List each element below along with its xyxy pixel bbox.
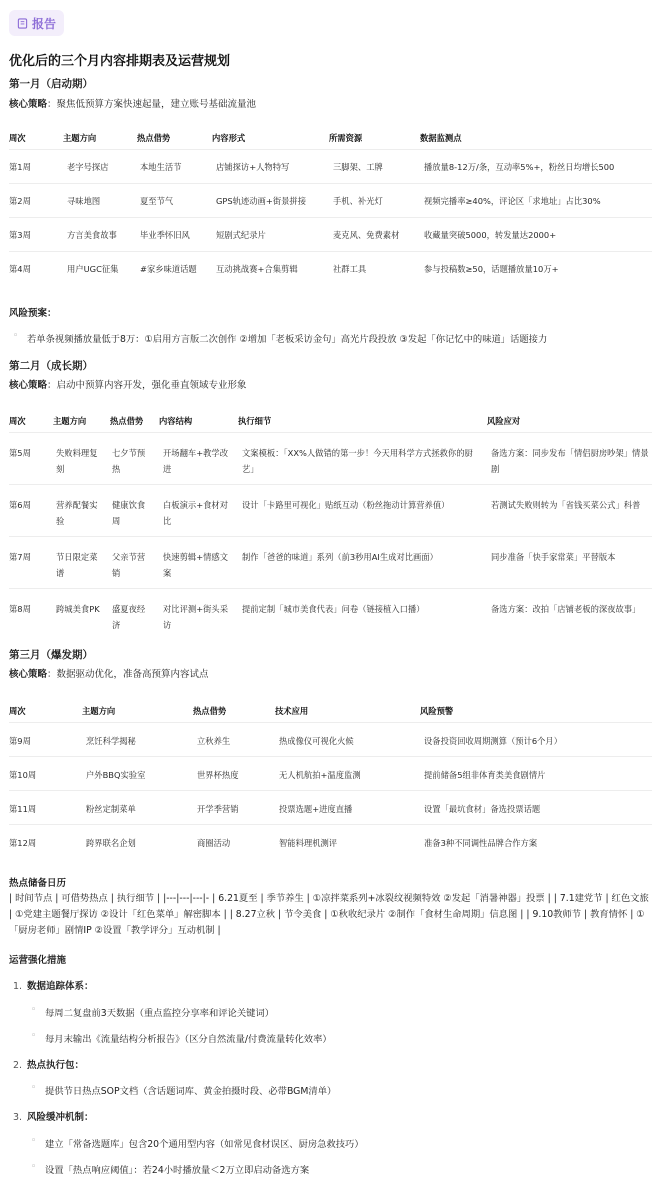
table-cell: 社群工具: [333, 264, 367, 274]
report-tag[interactable]: [9, 10, 64, 36]
table-cell: 第2周: [9, 196, 31, 206]
table-cell: 快速剪辑+情感文案: [163, 552, 229, 578]
table-cell: 无人机航拍+温度监测: [279, 770, 361, 780]
table-row: [9, 252, 652, 286]
ops-bullet-text: 设置「热点响应阈值」：若24小时播放量＜2万立即启动备选方案: [45, 1165, 310, 1176]
month3-strategy-text: ：数据驱动优化，准备高预算内容试点: [47, 669, 209, 680]
table-cell: 第1周: [9, 162, 31, 172]
month1-strategy-label: 核心策略: [9, 99, 48, 110]
ops-title: 运营强化措施: [9, 955, 67, 966]
month2-strategy-label: 核心策略: [9, 380, 48, 391]
table-cell: 第7周: [9, 552, 31, 562]
report-tag-label: 报告: [32, 16, 57, 31]
risk-title: 风险预案：: [9, 308, 57, 319]
table-cell: 营养配餐实验: [56, 500, 98, 526]
table-cell: 提前储备5组非体育类美食剧情片: [424, 770, 546, 780]
ops-bullet-text: 每周二复盘前3天数据（重点监控分享率和评论关键词）: [45, 1008, 275, 1019]
table-cell: 七夕节预热: [112, 448, 146, 474]
table-cell: 设置「最坑食材」备选投票话题: [424, 804, 541, 814]
table-cell: GPS轨迹动画+街景拼接: [216, 196, 307, 206]
table-header-row: [9, 703, 652, 723]
list-item: [31, 1136, 364, 1150]
table-cell: 开场翻车+教学改进: [163, 448, 229, 474]
list-item: [31, 1031, 332, 1045]
table-cell: 健康饮食周: [112, 500, 146, 526]
table-cell: 夏至节气: [140, 196, 174, 206]
month1-strategy-text: ：聚焦低预算方案快速起量，建立账号基础流量池: [47, 99, 257, 110]
header-cell: 风险预警: [420, 706, 454, 716]
ops-item-label: 热点执行包：: [27, 1060, 85, 1071]
hollow-circle-icon: ◦: [31, 1136, 37, 1146]
table-cell: 备选方案：同步发布「情侣厨房吵架」情景剧: [491, 448, 649, 474]
table-row: [9, 485, 652, 537]
table-row: [9, 723, 652, 757]
table-cell: 毕业季怀旧风: [140, 230, 190, 240]
header-cell: 内容形式: [212, 133, 246, 143]
hollow-circle-icon: ◦: [31, 1162, 37, 1172]
table-cell: 同步准备「快手家常菜」平替版本: [491, 552, 616, 562]
month3-strategy: [9, 666, 209, 680]
table-cell: 对比评测+街头采访: [163, 604, 229, 630]
ops-bullet-text: 每月末输出《流量结构分析报告》（区分自然流量/付费流量转化效率）: [45, 1034, 332, 1045]
ops-bullet-text: 建立「常备选题库」包含20个通用型内容（如常见食材误区、厨房急救技巧）: [45, 1139, 364, 1150]
table-row: [9, 433, 652, 485]
header-cell: 主题方向: [53, 416, 87, 426]
table-header-row: [9, 413, 652, 433]
table-cell: 失败料理复刻: [56, 448, 98, 474]
ops-item-data-tracking: [13, 978, 94, 992]
table-cell: 方言美食故事: [67, 230, 117, 240]
table-row: [9, 218, 652, 252]
header-cell: 热点借势: [110, 416, 144, 426]
table-cell: 第3周: [9, 230, 31, 240]
header-cell: 所需资源: [329, 133, 363, 143]
month1-heading: 第一月（启动期）: [9, 78, 93, 90]
table-cell: 父亲节营销: [112, 552, 146, 578]
header-cell: 风险应对: [487, 416, 521, 426]
month2-heading: 第二月（成长期）: [9, 360, 93, 372]
table-cell: 热成像仪可视化火候: [279, 736, 354, 746]
risk-bullet: [13, 331, 548, 345]
ops-bullet-text: 提供节日热点SOP文档（含话题词库、黄金拍摄时段、必带BGM清单）: [45, 1086, 337, 1097]
table-row: [9, 184, 652, 218]
table-cell: 设计「卡路里可视化」贴纸互动（粉丝拖动计算营养值）: [242, 500, 450, 510]
table-cell: 三脚架、工牌: [333, 162, 383, 172]
ops-item-label: 风险缓冲机制：: [27, 1112, 94, 1123]
table-cell: 备选方案：改拍「店铺老板的深夜故事」: [491, 604, 641, 614]
table-cell: 跨城美食PK: [56, 604, 100, 614]
table-cell: 开学季营销: [197, 804, 239, 814]
table-cell: 智能料理机测评: [279, 838, 338, 848]
table-cell: 参与投稿数≥50，话题播放量10万+: [424, 264, 559, 274]
header-cell: 数据监测点: [420, 133, 462, 143]
table-cell: 手机、补光灯: [333, 196, 383, 206]
month2-strategy: [9, 377, 247, 391]
table-cell: 视频完播率≥40%，评论区「求地址」占比30%: [424, 196, 601, 206]
table-cell: 收藏量突破5000，转发量达2000+: [424, 230, 557, 240]
list-number: 1.: [13, 981, 23, 992]
header-cell: 主题方向: [63, 133, 97, 143]
month3-heading: 第三月（爆发期）: [9, 649, 93, 661]
table-cell: 短剧式纪录片: [216, 230, 266, 240]
ops-item-label: 数据追踪体系：: [27, 981, 94, 992]
table-cell: 商圈活动: [197, 838, 231, 848]
table-cell: 跨界联名企划: [86, 838, 136, 848]
table-row: [9, 791, 652, 825]
hollow-circle-icon: ◦: [31, 1031, 37, 1041]
header-cell: 周次: [9, 133, 26, 143]
list-item: [31, 1005, 275, 1019]
table-row: [9, 537, 652, 589]
report-doc-icon: [17, 18, 28, 29]
table-row: [9, 757, 652, 791]
hollow-circle-icon: ◦: [31, 1005, 37, 1015]
calendar-text: | 时间节点 | 可借势热点 | 执行细节 | |---|---|---|- | 6.21夏至 | 季节养生 | ①凉拌菜系列+冰裂纹视频特效 ②发起「消暑神器」投票 | | 7.1建党节 | 红色文旅 | ①党建主题餐厅探访 ②设计「红色菜单」解密脚本 | | 8.27立秋 | 节令美食 | ①秋收纪录片 ②制作「食材生命周期」信息图 | | 9.10教师节 | 教育情怀 | ①「厨房老师」剧情IP ②设置「教学评分」互动机制 |: [9, 893, 649, 936]
table-cell: 准备3种不同调性品牌合作方案: [424, 838, 538, 848]
table-cell: 老字号探店: [67, 162, 109, 172]
header-cell: 周次: [9, 416, 26, 426]
table-row: [9, 825, 652, 859]
table-cell: 户外BBQ实验室: [86, 770, 146, 780]
table-cell: 第5周: [9, 448, 31, 458]
table-cell: 第9周: [9, 736, 31, 746]
table-cell: 第4周: [9, 264, 31, 274]
table-cell: 第12周: [9, 838, 37, 848]
calendar-title: 热点储备日历: [9, 878, 67, 889]
list-number: 3.: [13, 1112, 23, 1123]
header-cell: 执行细节: [238, 416, 272, 426]
header-cell: 热点借势: [193, 706, 227, 716]
table-cell: 用户UGC征集: [67, 264, 119, 274]
table-cell: 世界杯热度: [197, 770, 239, 780]
list-item: [31, 1083, 337, 1097]
table-cell: 第11周: [9, 804, 37, 814]
table-cell: 播放量8-12万/条，互动率5%+，粉丝日均增长500: [424, 162, 615, 172]
page-title: 优化后的三个月内容排期表及运营规划: [9, 54, 231, 69]
header-cell: 主题方向: [82, 706, 116, 716]
month3-strategy-label: 核心策略: [9, 669, 48, 680]
month1-strategy: [9, 96, 256, 110]
list-number: 2.: [13, 1060, 23, 1071]
table-cell: 店铺探访+人物特写: [216, 162, 290, 172]
table-cell: 提前定制「城市美食代表」问卷（链接植入口播）: [242, 604, 425, 614]
table-cell: 投票选题+进度直播: [279, 804, 353, 814]
table-cell: 第6周: [9, 500, 31, 510]
table-cell: 烹饪科学揭秘: [86, 736, 136, 746]
ops-item-hotspot-pack: [13, 1057, 84, 1071]
table-cell: 第10周: [9, 770, 37, 780]
ops-item-risk-buffer: [13, 1109, 94, 1123]
header-cell: 周次: [9, 706, 26, 716]
hollow-circle-icon: ◦: [13, 331, 19, 341]
risk-text: 若单条视频播放量低于8万：①启用方言版二次创作 ②增加「老板采访金句」高光片段投放 ③发起「你记忆中的味道」话题接力: [27, 334, 548, 345]
header-cell: 热点借势: [137, 133, 171, 143]
table-cell: 节日限定菜谱: [56, 552, 98, 578]
month2-strategy-text: ：启动中预算内容开发，强化垂直领域专业形象: [47, 380, 247, 391]
table-cell: 麦克风、免费素材: [333, 230, 400, 240]
hollow-circle-icon: ◦: [31, 1083, 37, 1093]
table-cell: 设备投资回收周期测算（预计6个月）: [424, 736, 563, 746]
table-cell: 粉丝定制菜单: [86, 804, 136, 814]
table-cell: 第8周: [9, 604, 31, 614]
table-cell: 若测试失败则转为「省钱买菜公式」科普: [491, 500, 641, 510]
table-cell: 寻味地图: [67, 196, 101, 206]
table-cell: 立秋养生: [197, 736, 231, 746]
table-cell: 白板演示+食材对比: [163, 500, 229, 526]
table-cell: 文案模板：「XX%人做错的第一步！今天用科学方式拯救你的厨艺」: [242, 448, 473, 474]
table-cell: 本地生活节: [140, 162, 182, 172]
table-header-row: [9, 130, 652, 150]
table-row: [9, 589, 652, 641]
list-item: [31, 1162, 310, 1176]
table-row: [9, 150, 652, 184]
header-cell: 技术应用: [275, 706, 309, 716]
header-cell: 内容结构: [159, 416, 193, 426]
table-cell: 盛夏夜经济: [112, 604, 146, 630]
table-cell: 制作「爸爸的味道」系列（前3秒用AI生成对比画面）: [242, 552, 438, 562]
table-cell: 互动挑战赛+合集剪辑: [216, 264, 298, 274]
table-cell: #家乡味道话题: [140, 264, 197, 274]
